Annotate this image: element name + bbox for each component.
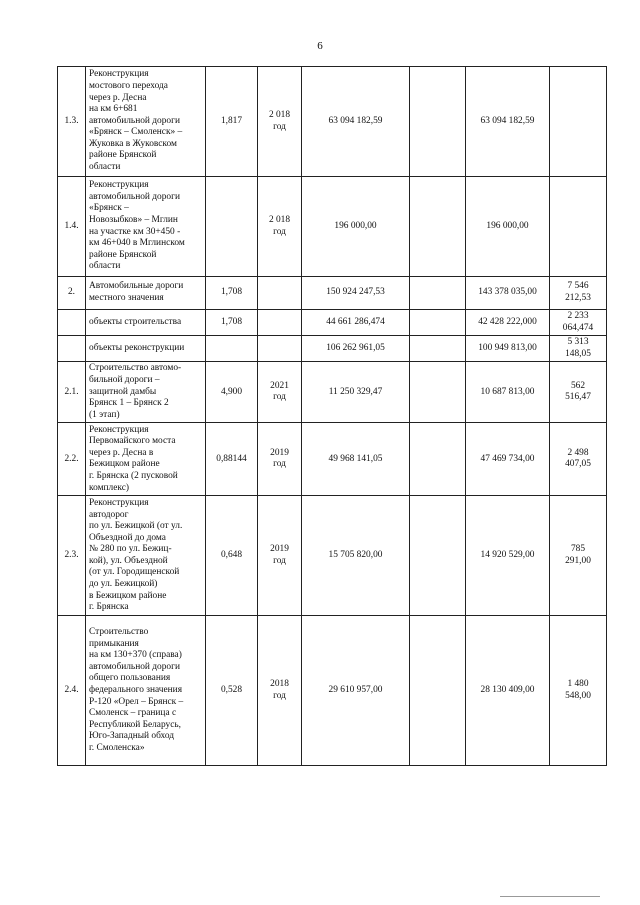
object-name-cell [86, 423, 206, 496]
object-name-cell-line: Первомайского моста [89, 436, 176, 447]
object-name-cell-line: федерального значения [89, 685, 183, 696]
row-number-cell: 2.1. [58, 362, 86, 423]
object-name-cell-line: районе Брянской [89, 150, 157, 161]
object-name-cell-line: Новозыбков» – Мглин [89, 214, 178, 225]
object-name-cell-line: Автомобильные дороги [89, 281, 184, 292]
year-cell-line: год [273, 459, 286, 470]
regional-funds-cell-line: 548,00 [565, 690, 591, 701]
object-name-cell-line: районе Брянской [89, 249, 157, 260]
federal-funds-cell: 63 094 182,59 [466, 67, 550, 177]
regional-funds-cell-line: 212,53 [565, 293, 591, 303]
regional-funds-cell-line: 562 [570, 380, 586, 391]
table-row [58, 177, 607, 277]
object-name-cell-line: автодорог [89, 509, 129, 520]
object-name-cell-line: г. Брянска (2 пусковой [89, 470, 178, 481]
object-name-cell-line: автомобильной дороги [89, 191, 180, 202]
regional-funds-cell-line: 148,05 [565, 348, 591, 359]
total-cost-cell: 196 000,00 [302, 177, 410, 277]
length-km-cell: 0,528 [206, 616, 258, 766]
object-name-cell-line: по ул. Бежицкой (от ул. [89, 521, 183, 532]
object-name-cell-line: на км 130+370 (справа) [89, 650, 182, 661]
object-name-cell-line: Республикой Беларусь, [89, 719, 181, 730]
object-name-cell-line: г. Брянска [89, 602, 129, 613]
object-name-cell-line: на участке км 30+450 - [89, 226, 181, 237]
object-name-cell-line: Брянск 1 – Брянск 2 [89, 398, 169, 409]
object-name-cell-line: Юго-Западный обход [89, 731, 175, 742]
object-name-cell [86, 496, 206, 616]
year-cell [258, 310, 302, 336]
object-name-cell-line: на км 6+681 [89, 104, 138, 115]
year-cell-line: год [273, 555, 286, 566]
regional-funds-cell [550, 67, 607, 177]
length-km-cell: 1,708 [206, 310, 258, 336]
table-row [58, 310, 607, 336]
object-name-cell [86, 177, 206, 277]
object-name-cell-line: Реконструкция [89, 180, 149, 191]
object-name-cell-line: кой), ул. Объездной [89, 555, 168, 566]
object-name-cell [86, 67, 206, 177]
federal-funds-cell: 47 469 734,00 [466, 423, 550, 496]
object-name-cell-line: объекты реконструкции [89, 342, 185, 353]
year-cell-line: год [273, 121, 286, 132]
federal-funds-cell: 196 000,00 [466, 177, 550, 277]
object-name-cell-line: «Брянск – Смоленск» – [89, 127, 183, 138]
object-name-cell-line: Бежицком районе [89, 459, 160, 470]
regional-funds-cell-line: 407,05 [565, 459, 591, 470]
length-km-cell: 1,817 [206, 67, 258, 177]
table-row [58, 616, 607, 766]
length-km-cell: 0,648 [206, 496, 258, 616]
object-name-cell-line: Реконструкция [89, 69, 149, 80]
row-number-cell: 1.4. [58, 177, 86, 277]
regional-funds-cell-line: 1 480 [567, 679, 589, 690]
budget-table [57, 66, 607, 766]
table-row [58, 496, 607, 616]
total-cost-cell: 15 705 820,00 [302, 496, 410, 616]
regional-funds-cell [550, 362, 607, 423]
footer-rule [500, 896, 600, 897]
table-row [58, 362, 607, 423]
total-cost-cell: 11 250 329,47 [302, 362, 410, 423]
row-number-cell: 2.3. [58, 496, 86, 616]
object-name-cell-line: (1 этап) [89, 409, 120, 420]
object-name-cell [86, 616, 206, 766]
year-cell-line: год [273, 392, 286, 403]
year-cell-line: 2021 [270, 380, 289, 391]
total-cost-cell: 106 262 961,05 [302, 336, 410, 362]
federal-funds-cell: 28 130 409,00 [466, 616, 550, 766]
year-cell-line: 2019 [270, 544, 289, 555]
regional-funds-cell-line: 5 313 [567, 337, 589, 348]
object-name-cell-line: Жуковка в Жуковском [89, 138, 177, 149]
regional-funds-cell [550, 310, 607, 336]
empty-cell [410, 616, 466, 766]
row-number-cell [58, 336, 86, 362]
empty-cell [410, 277, 466, 310]
year-cell [258, 423, 302, 496]
object-name-cell-line: через р. Десна в [89, 447, 154, 458]
length-km-cell: 4,900 [206, 362, 258, 423]
object-name-cell-line: объекты строительства [89, 316, 182, 327]
row-number-cell: 2. [58, 277, 86, 310]
federal-funds-cell: 14 920 529,00 [466, 496, 550, 616]
regional-funds-cell [550, 277, 607, 310]
empty-cell [410, 177, 466, 277]
table-row [58, 277, 607, 310]
year-cell [258, 177, 302, 277]
length-km-cell: 0,88144 [206, 423, 258, 496]
empty-cell [410, 310, 466, 336]
year-cell [258, 277, 302, 310]
object-name-cell [86, 336, 206, 362]
year-cell-line: год [273, 226, 286, 237]
regional-funds-cell-line: 785 [570, 544, 586, 555]
object-name-cell-line: примыкания [89, 638, 139, 649]
total-cost-cell: 44 661 286,474 [302, 310, 410, 336]
empty-cell [410, 362, 466, 423]
object-name-cell-line: Реконструкция [89, 424, 149, 435]
object-name-cell-line: через р. Десна [89, 92, 147, 103]
regional-funds-cell-line: 2 498 [567, 447, 589, 458]
object-name-cell-line: (от ул. Городищенской [89, 567, 180, 578]
year-cell-line: 2018 [270, 679, 289, 690]
regional-funds-cell [550, 496, 607, 616]
object-name-cell-line: Реконструкция [89, 497, 149, 508]
regional-funds-cell-line: 516,47 [565, 392, 591, 403]
object-name-cell-line: области [89, 162, 121, 173]
table-row [58, 67, 607, 177]
row-number-cell: 2.4. [58, 616, 86, 766]
regional-funds-cell [550, 177, 607, 277]
empty-cell [410, 496, 466, 616]
empty-cell [410, 336, 466, 362]
object-name-cell-line: Смоленск – граница с [89, 708, 177, 719]
object-name-cell-line: до ул. Бежицкой) [89, 579, 158, 590]
federal-funds-cell: 10 687 813,00 [466, 362, 550, 423]
total-cost-cell: 29 610 957,00 [302, 616, 410, 766]
year-cell-line: 2 018 [268, 109, 291, 120]
empty-cell [410, 423, 466, 496]
object-name-cell-line: Объездной до дома [89, 532, 166, 543]
object-name-cell-line: Строительство [89, 627, 149, 638]
empty-cell [410, 67, 466, 177]
total-cost-cell: 150 924 247,53 [302, 277, 410, 310]
row-number-cell: 1.3. [58, 67, 86, 177]
regional-funds-cell-line: 2 233 [567, 311, 589, 321]
length-km-cell: 1,708 [206, 277, 258, 310]
total-cost-cell: 49 968 141,05 [302, 423, 410, 496]
object-name-cell-line: Строительство автомо- [89, 363, 182, 374]
federal-funds-cell: 143 378 035,00 [466, 277, 550, 310]
year-cell [258, 67, 302, 177]
regional-funds-cell-line: 064,474 [562, 322, 594, 333]
object-name-cell-line: «Брянск – [89, 203, 129, 214]
object-name-cell-line: автомобильной дороги [89, 115, 180, 126]
object-name-cell-line: Р-120 «Орел – Брянск – [89, 696, 184, 707]
regional-funds-cell-line: 7 546 [567, 281, 589, 292]
object-name-cell-line: в Бежицком районе [89, 590, 167, 601]
length-km-cell [206, 177, 258, 277]
federal-funds-cell: 100 949 813,00 [466, 336, 550, 362]
object-name-cell-line: мостового перехода [89, 80, 168, 91]
year-cell [258, 362, 302, 423]
year-cell [258, 336, 302, 362]
object-name-cell-line: автомобильной дороги [89, 661, 180, 672]
row-number-cell: 2.2. [58, 423, 86, 496]
row-number-cell [58, 310, 86, 336]
object-name-cell-line: защитной дамбы [89, 386, 157, 397]
regional-funds-cell [550, 336, 607, 362]
year-cell-line: год [273, 690, 286, 701]
year-cell [258, 616, 302, 766]
total-cost-cell: 63 094 182,59 [302, 67, 410, 177]
object-name-cell-line: № 280 по ул. Бежиц- [89, 544, 172, 555]
object-name-cell-line: г. Смоленска» [89, 743, 145, 754]
object-name-cell-line: км 46+040 в Мглинском [89, 238, 185, 249]
page-number: 6 [317, 40, 323, 52]
federal-funds-cell: 42 428 222,000 [466, 310, 550, 336]
object-name-cell-line: комплекс) [89, 482, 129, 493]
regional-funds-cell [550, 423, 607, 496]
object-name-cell-line: области [89, 261, 121, 272]
object-name-cell [86, 277, 206, 310]
object-name-cell-line: общего пользования [89, 673, 171, 684]
year-cell-line: 2 018 [268, 214, 291, 225]
object-name-cell-line: бильной дороги – [89, 374, 160, 385]
object-name-cell [86, 310, 206, 336]
object-name-cell-line: местного значения [89, 293, 164, 303]
regional-funds-cell-line: 291,00 [565, 555, 591, 566]
object-name-cell [86, 362, 206, 423]
table-row [58, 336, 607, 362]
length-km-cell [206, 336, 258, 362]
year-cell-line: 2019 [270, 447, 289, 458]
year-cell [258, 496, 302, 616]
regional-funds-cell [550, 616, 607, 766]
table-row [58, 423, 607, 496]
